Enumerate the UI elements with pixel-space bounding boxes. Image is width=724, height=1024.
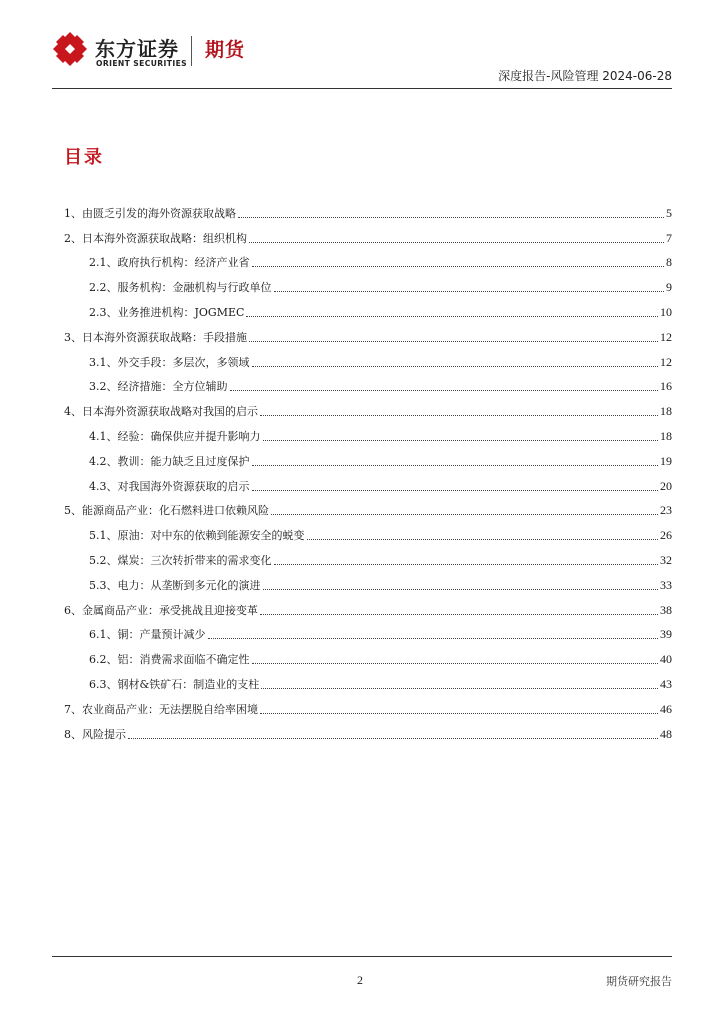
toc-entry-title: 经验：确保供应并提升影响力 [117,429,261,443]
toc-entry[interactable] [64,543,672,568]
toc-entry-page: 9 [666,280,672,295]
footer-divider [52,956,672,957]
toc-entry-number: 3、 [64,330,82,344]
toc-entry-page: 12 [660,329,672,344]
toc-entry[interactable] [64,419,672,444]
toc-entry-title: 能源商品产业：化石燃料进口依赖风险 [82,504,269,518]
toc-entry-title: 日本海外资源获取战略：组织机构 [82,231,247,245]
toc-entry-page: 26 [660,528,672,543]
toc-entry-page: 46 [660,701,672,716]
toc-dot-leader [307,539,659,540]
toc-entry-title: 金属商品产业：承受挑战且迎接变革 [82,603,258,617]
toc-entry-title: 风险提示 [82,727,126,741]
toc-entry-page: 19 [660,453,672,468]
toc-dot-leader [238,217,664,218]
toc-entry-title: 农业商品产业：无法摆脱自给率困境 [82,702,258,716]
brand-name-cn: 东方证券 [95,37,179,61]
toc-entry[interactable] [64,568,672,593]
toc-entry[interactable] [64,618,672,643]
toc-dot-leader [274,564,659,565]
toc-entry-page: 18 [660,428,672,443]
toc-entry-page: 23 [660,503,672,518]
toc-entry-page: 39 [660,627,672,642]
toc-entry-title: 电力：从垄断到多元化的演进 [117,578,261,592]
toc-entry-title: 政府执行机构：经济产业省 [117,256,250,270]
toc-entry-title: 由匮乏引发的海外资源获取战略 [82,206,236,220]
toc-entry-title: 钢材&铁矿石：制造业的支柱 [117,677,260,691]
toc-entry-number: 4、 [64,405,82,419]
toc-entry-title: 原油：对中东的依赖到能源安全的蜕变 [117,529,305,543]
toc-entry[interactable] [64,717,672,742]
toc-dot-leader [208,638,659,639]
toc-entry-page: 18 [660,404,672,419]
toc-dot-leader [260,713,658,714]
toc-dot-leader [249,242,664,243]
toc-dot-leader [260,415,658,416]
toc-entry[interactable] [64,667,672,692]
toc-entry-number: 5.1、 [89,529,118,543]
toc-entry[interactable] [64,494,672,519]
toc-entry-number: 1、 [64,206,82,220]
toc-entry-page: 32 [660,552,672,567]
toc-entry[interactable] [64,394,672,419]
toc-entry-page: 8 [666,255,672,270]
toc-entry-title: 经济措施：全方位辅助 [117,380,228,394]
toc-entry-title: 业务推进机构：JOGMEC [117,305,245,319]
toc-entry[interactable] [64,295,672,320]
toc-entry[interactable] [64,692,672,717]
toc-entry-number: 3.1、 [89,355,118,369]
toc-entry-page: 38 [660,602,672,617]
toc-entry-number: 3.2、 [89,380,118,394]
toc-entry-number: 2.1、 [89,256,118,270]
toc-entry-page: 40 [660,652,672,667]
toc-entry[interactable] [64,196,672,221]
toc-entry-number: 2.2、 [89,281,118,295]
toc-entry-number: 7、 [64,702,82,716]
toc-entry-page: 7 [666,230,672,245]
brand-divider [191,36,192,66]
toc-dot-leader [263,589,659,590]
toc-entry[interactable] [64,370,672,395]
toc-dot-leader [246,316,658,317]
toc-entry-page: 43 [660,676,672,691]
toc-dot-leader [261,688,658,689]
toc-entry-title: 日本海外资源获取战略：手段措施 [82,330,247,344]
toc-entry[interactable] [64,642,672,667]
toc-dot-leader [252,465,659,466]
toc-dot-leader [252,663,659,664]
toc-entry[interactable] [64,345,672,370]
toc-entry-number: 2、 [64,231,82,245]
toc-title: 目录 [64,147,104,168]
toc-entry[interactable] [64,320,672,345]
toc-dot-leader [260,614,658,615]
toc-entry-page: 33 [660,577,672,592]
toc-entry-number: 5.3、 [89,578,118,592]
brand-name-en: ORIENT SECURITIES [96,59,188,68]
brand-sub-label: 期货 [205,39,246,61]
toc-entry-page: 12 [660,354,672,369]
toc-entry-title: 对我国海外资源获取的启示 [117,479,250,493]
toc-entry-title: 铝：消费需求面临不确定性 [117,653,250,667]
toc-dot-leader [263,440,659,441]
toc-dot-leader [252,266,665,267]
toc-entry[interactable] [64,593,672,618]
toc-entry-title: 日本海外资源获取战略对我国的启示 [82,405,258,419]
toc-dot-leader [274,291,665,292]
toc-entry-page: 16 [660,379,672,394]
toc-entry-title: 服务机构：金融机构与行政单位 [117,281,272,295]
toc-entry-number: 8、 [64,727,82,741]
toc-dot-leader [128,738,658,739]
footer-label: 期货研究报告 [606,975,672,988]
toc-entry-number: 5.2、 [89,553,118,567]
toc-entry-number: 5、 [64,504,82,518]
page-number: 2 [357,973,363,987]
orient-securities-logo-icon [52,31,88,67]
header-divider [52,88,672,89]
toc-entry-number: 6.1、 [89,628,118,642]
toc-entry-number: 6.2、 [89,653,118,667]
toc-entry[interactable] [64,270,672,295]
toc-dot-leader [252,490,659,491]
toc-dot-leader [252,366,659,367]
toc-entry-number: 4.2、 [89,454,118,468]
toc-entry[interactable] [64,444,672,469]
toc-entry[interactable] [64,469,672,494]
page-header [0,0,724,92]
toc-entry-page: 48 [660,726,672,741]
toc-entry-page: 5 [666,205,672,220]
toc-entry-number: 4.3、 [89,479,118,493]
toc-entry-title: 铜：产量预计减少 [117,628,206,642]
toc-entry-number: 6.3、 [89,677,118,691]
toc-entry[interactable] [64,518,672,543]
toc-entry-page: 10 [660,304,672,319]
toc-entry[interactable] [64,246,672,271]
toc-entry-title: 教训：能力缺乏且过度保护 [117,454,250,468]
table-of-contents [64,196,672,742]
toc-dot-leader [271,514,658,515]
toc-entry-page: 20 [660,478,672,493]
toc-dot-leader [249,341,658,342]
toc-dot-leader [230,390,659,391]
toc-entry-number: 6、 [64,603,82,617]
toc-entry[interactable] [64,221,672,246]
report-type-and-date: 深度报告-风险管理 2024-06-28 [498,69,672,83]
toc-entry-title: 外交手段：多层次，多领域 [117,355,250,369]
toc-entry-title: 煤炭：三次转折带来的需求变化 [117,553,272,567]
toc-entry-number: 4.1、 [89,429,118,443]
toc-entry-number: 2.3、 [89,305,118,319]
